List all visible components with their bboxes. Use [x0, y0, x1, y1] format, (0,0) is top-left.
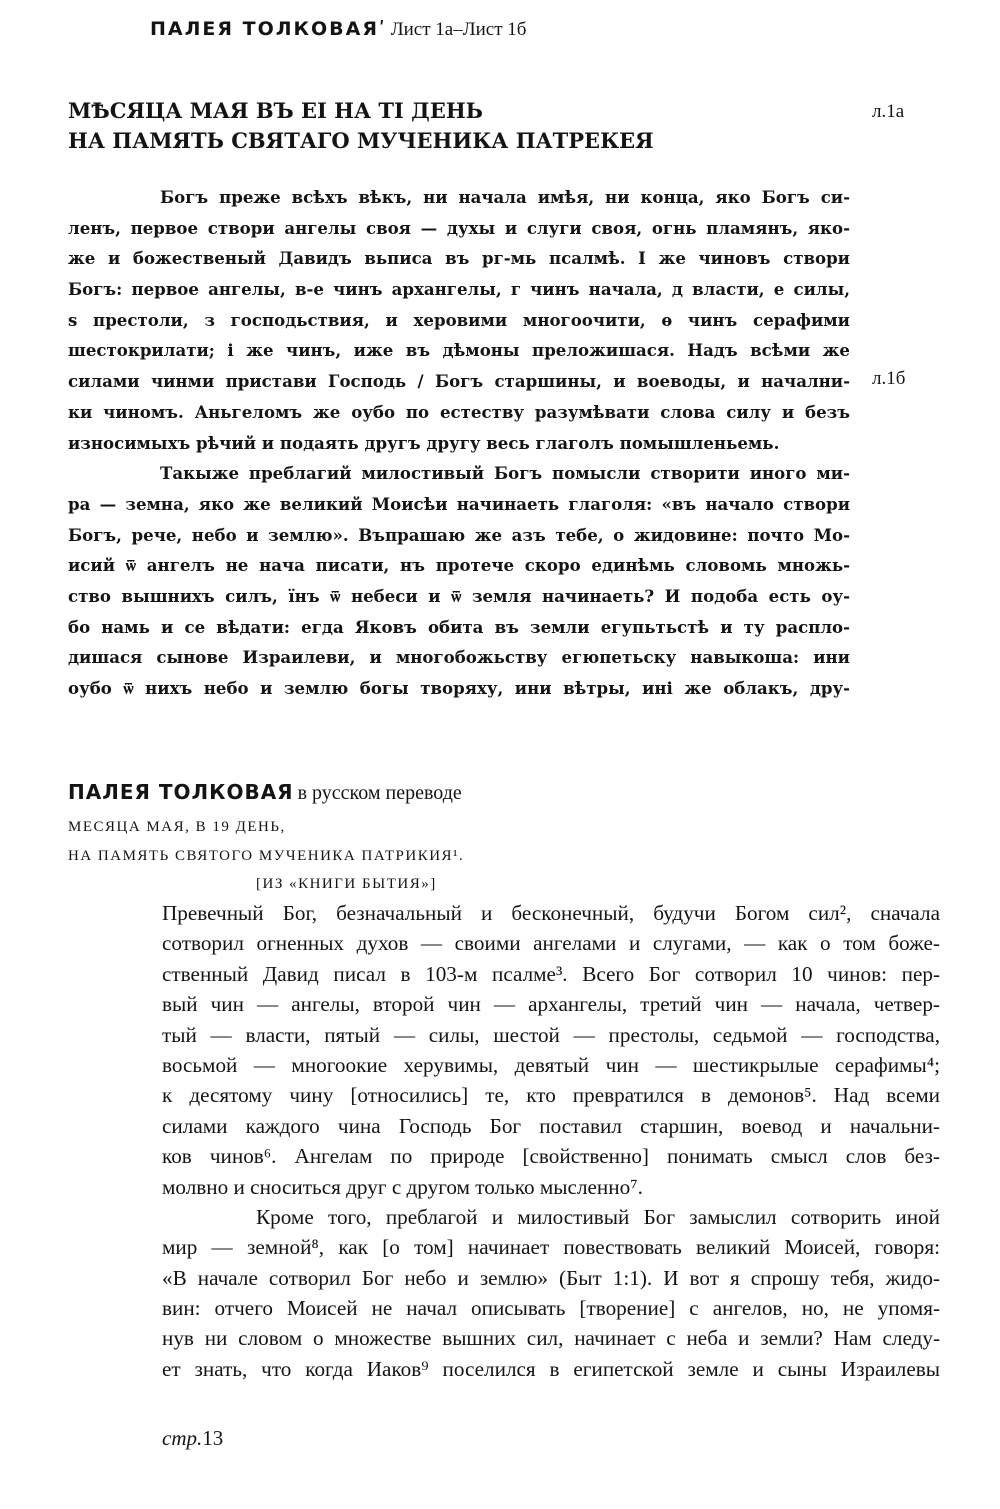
running-head	[150, 18, 526, 41]
translation-line: вый чин — ангелы, второй чин — архангелы, третий чин — начала, четвер-	[162, 992, 940, 1017]
slavonic-line: шестокрилати; і же чинъ, иже въ дѣмоны преложишася. Надъ всѣми же	[68, 340, 850, 361]
translation-line: Превечный Бог, безначальный и бесконечный, будучи Богом сил², сначала	[162, 901, 940, 925]
slavonic-line: бо намь и се вѣдати: егда Яковъ обита въ земли егупьтьстѣ и ту распло-	[68, 616, 850, 637]
slavonic-text	[68, 182, 850, 704]
translation-title	[68, 780, 462, 805]
slavonic-line: s престоли, з господьствия, и херовими многоочити, ѳ чинъ серафими	[68, 309, 850, 330]
slavonic-line: исий ѿ ангелъ не нача писати, нъ протече скоро единѣмь словомь множь-	[68, 555, 850, 576]
slavonic-line: ра — земна, яко же великий Моисѣи начинаеть глаголя: «въ начало створи	[68, 493, 850, 514]
slavonic-line: Богъ преже всѣхъ вѣкъ, ни начала имѣя, ни конца, яко Богъ си-	[160, 187, 850, 207]
translation-text	[162, 898, 940, 1384]
translation-line: ственный Давид писал в 103-м псалме³. Всего Бог сотворил 10 чинов: пер-	[162, 961, 940, 986]
slavonic-line: оубо ѿ нихъ небо и землю богы творяху, ини вѣтры, ині же облакъ, дру-	[68, 678, 850, 698]
slavonic-line: Такыже преблагий милостивый Богъ помысли створити иного ми-	[160, 463, 850, 484]
page-number	[162, 1426, 223, 1451]
slavonic-line: Богъ, рече, небо и землю». Въпрашаю же азъ тебе, о жидовине: почто Мо-	[68, 524, 850, 545]
translation-heading-line: НА ПАМЯТЬ СВЯТОГО МУЧЕНИКА ПАТРИКИЯ¹.	[68, 848, 465, 864]
slavonic-heading-line: МѢСЯЦА МАЯ ВЪ ЕІ НА ТІ ДЕНЬ	[68, 98, 484, 123]
running-head-range: Лист 1а–Лист 1б	[390, 19, 527, 40]
translation-subheading: [ИЗ «КНИГИ БЫТИЯ»]	[256, 876, 437, 892]
margin-note-leaf-1a: л.1а	[872, 101, 905, 122]
translation-line: силами каждого чина Господь Бог поставил старшин, воевод и начальни-	[162, 1113, 940, 1138]
translation-heading-line: МЕСЯЦА МАЯ, В 19 ДЕНЬ,	[68, 819, 286, 835]
translation-title-rest: в русском переводе	[297, 782, 462, 804]
translation-line: «В начале сотворил Бог небо и землю» (Быт 1:1). И вот я спрошу тебя, жидо-	[162, 1265, 940, 1290]
translation-line: молвно и сноситься друг с другом только мысленно⁷.	[162, 1174, 643, 1199]
slavonic-heading-line: НА ПАМЯТЬ СВЯТАГО МУЧЕНИКА ПАТРЕКЕЯ	[68, 128, 654, 153]
translation-line: Кроме того, преблагой и милостивый Бог замыслил сотворить иной	[256, 1204, 940, 1229]
margin-note-leaf-1b: л.1б	[872, 368, 906, 389]
translation-line: ет знать, что когда Иаков⁹ поселился в египетской земле и сыны Израилевы	[162, 1356, 940, 1381]
translation-line: вин: отчего Моисей не начал описывать [творение] с ангелов, но, не упомя-	[162, 1296, 940, 1321]
slavonic-line: ленъ, первое створи ангелы своя — духы и слуги своя, огнь пламянъ, яко-	[68, 217, 850, 238]
translation-line: нув ни словом о множестве вышних сил, начинает с неба и земли? Нам следу-	[162, 1326, 940, 1351]
page-number-prefix: стр.	[162, 1426, 203, 1450]
slavonic-line: износимыхъ рѣчий и подаять другъ другу весь глаголъ помышленьемь.	[68, 432, 780, 453]
translation-line: сотворил огненных духов — своими ангелами и слугами, — как о том боже-	[162, 931, 940, 956]
translation-line: тый — власти, пятый — силы, шестой — престолы, седьмой — господства,	[162, 1022, 940, 1047]
slavonic-line: Богъ: первое ангелы, в-е чинъ архангелы, г чинъ начала, д власти, е силы,	[68, 279, 850, 300]
slavonic-heading	[68, 96, 654, 156]
translation-line: мир — земной⁸, как [о том] начинает повествовать великий Моисей, говоря:	[162, 1235, 940, 1260]
translation-line: к десятому чину [относились] те, кто превратился в демонов⁵. Над всеми	[162, 1083, 940, 1108]
slavonic-line: дишася сынове Израилеви, и многобожьству егюпетьску навыкоша: ини	[68, 647, 850, 668]
slavonic-line: ство вышнихъ силъ, їнъ ѿ небеси и ѿ земля начинаеть? И подоба есть оу-	[68, 585, 850, 606]
translation-title-bold: ПАЛЕЯ ТОЛКОВАЯ	[68, 780, 294, 804]
running-head-title: ПАЛЕЯ ТОЛКОВАЯ	[150, 18, 380, 40]
apostrophe-mark: ʹ	[379, 18, 387, 40]
slavonic-line: ки чиномъ. Аньгеломъ же оубо по естеству разумѣвати слова силу и безъ	[68, 401, 850, 422]
translation-line: ков чинов⁶. Ангелам по природе [свойственно] понимать смысл слов без-	[162, 1144, 940, 1169]
slavonic-line: же и божественый Давидъ вьписа въ рг-мь псалмѣ. І же чиновъ створи	[68, 248, 850, 269]
page-number-value: 13	[202, 1426, 224, 1450]
slavonic-line: силами чинми пристави Господь / Богъ старшины, и воеводы, и начални-	[68, 371, 850, 392]
translation-line: восьмой — многоокие херувимы, девятый чин — шестикрылые серафимы⁴;	[162, 1052, 940, 1077]
